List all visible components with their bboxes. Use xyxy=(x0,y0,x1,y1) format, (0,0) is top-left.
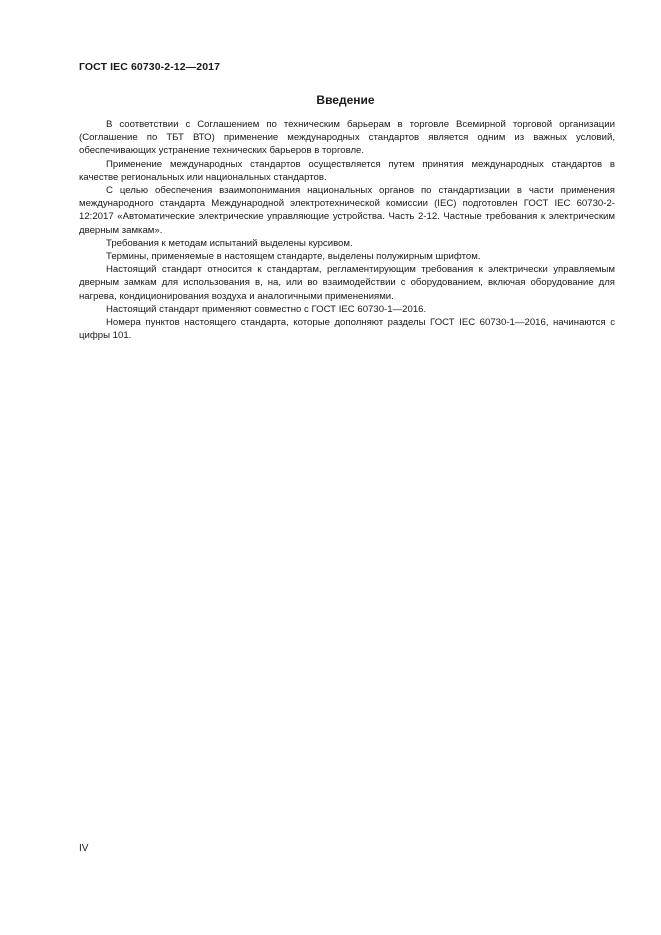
paragraph-terms-bold: Термины, применяемые в настоящем стандарте, выделены полужирным шрифтом. xyxy=(106,251,481,263)
introduction-body xyxy=(79,118,615,342)
section-title-text: Введение xyxy=(316,93,375,107)
document-header: ГОСТ IEC 60730-2-12—2017 xyxy=(79,61,221,73)
paragraph-standard-preparation: С целью обеспечения взаимопонимания национальных органов по стандартизации в части применения международного стандарта Международной электротехнической комиссии (IEC) подготовлен ГОСТ IEC 60730-2-12:2017 «Автоматические электрические управляющие устройства. Часть 2-12. Частные требования к электрическим дверным замкам». xyxy=(79,185,615,236)
section-title xyxy=(0,93,661,107)
paragraph-wto-agreement: В соответствии с Соглашением по техническим барьерам в торговле Всемирной торговой организации (Соглашение по ТБТ ВТО) применение международных стандартов является одним из важных условий, обеспечивающих устранение технических барьеров в торговле. xyxy=(79,119,615,157)
paragraph-standards-adoption: Применение международных стандартов осуществляется путем принятия международных стандартов в качестве региональных или национальных стандартов. xyxy=(79,158,615,183)
page-number: IV xyxy=(79,843,89,854)
paragraph-joint-application: Настоящий стандарт применяют совместно с ГОСТ IEC 60730-1—2016. xyxy=(106,303,427,315)
paragraph-clause-numbering: Номера пунктов настоящего стандарта, которые дополняют разделы ГОСТ IEC 60730-1—2016, начинаются с цифры 101. xyxy=(79,317,615,342)
paragraph-scope: Настоящий стандарт относится к стандартам, регламентирующим требования к электрически управляемым дверным замкам для использования в, на, или во взаимодействии с оборудованием, включая оборудование для нагрева, кондиционирования воздуха и аналогичными применениями. xyxy=(79,264,615,302)
paragraph-test-methods-italic: Требования к методам испытаний выделены курсивом. xyxy=(106,237,353,249)
